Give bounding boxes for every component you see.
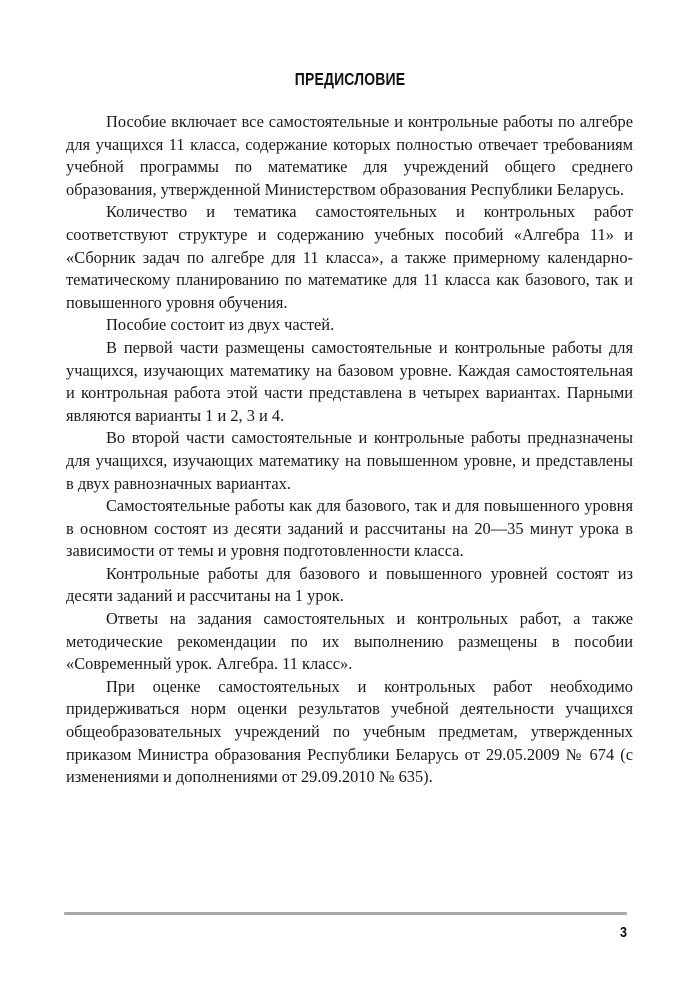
paragraph: Ответы на задания самостоятельных и контрольных работ, а также методические рекомендации по их выполнению размещены в пособии «Современный урок. Алгебра. 11 класс». — [66, 609, 633, 674]
paragraph: При оценке самостоятельных и контрольных работ необходимо придерживаться норм оценки результатов учебной деятельности учащихся общеобразовательных учреждений по учебным предметам, утвержденных приказом Министра образования Республики Беларусь от 29.05.2009 № 674 (с изменениями и дополнениями от 29.09.2010 № 635). — [66, 676, 633, 787]
paragraph: Пособие включает все самостоятельные и контрольные работы по алгебре для учащихся 11 класса, содержание которых полностью отвечает требованиям учебной программы по математике для учреждений общего среднего образования, утвержденной Министерством образования Республики Беларусь. — [66, 112, 633, 199]
paragraph: Количество и тематика самостоятельных и контрольных работ соответствуют структуре и содержанию учебных пособий «Алгебра 11» и «Сборник задач по алгебре для 11 класса», а также примерному календарно-тематическому планированию по математике для 11 класса как базового, так и повышенного уровня обучения. — [66, 202, 633, 312]
paragraph: В первой части размещены самостоятельные и контрольные работы для учащихся, изучающих математику на базовом уровне. Каждая самостоятельная и контрольная работа этой части представлена в четырех вариантах. Парными являются варианты 1 и 2, 3 и 4. — [66, 337, 633, 425]
page-title: ПРЕДИСЛОВИЕ — [294, 68, 406, 89]
body-text-block — [66, 111, 633, 789]
paragraph: Пособие состоит из двух частей. — [106, 315, 335, 335]
paragraph: Контрольные работы для базового и повышенного уровней состоят из десяти заданий и рассчитаны на 1 урок. — [66, 563, 633, 606]
page-footer — [0, 912, 700, 972]
paragraph: Во второй части самостоятельные и контрольные работы предназначены для учащихся, изучающих математику на повышенном уровне, и представлены в двух равнозначных вариантах. — [66, 428, 633, 493]
paragraph: Самостоятельные работы как для базового, так и для повышенного уровня в основном состоят из десяти заданий и рассчитаны на 20—35 минут урока в зависимости от темы и уровня подготовленности класса. — [66, 496, 633, 561]
page-number: 3 — [619, 924, 627, 941]
footer-divider — [64, 912, 627, 915]
